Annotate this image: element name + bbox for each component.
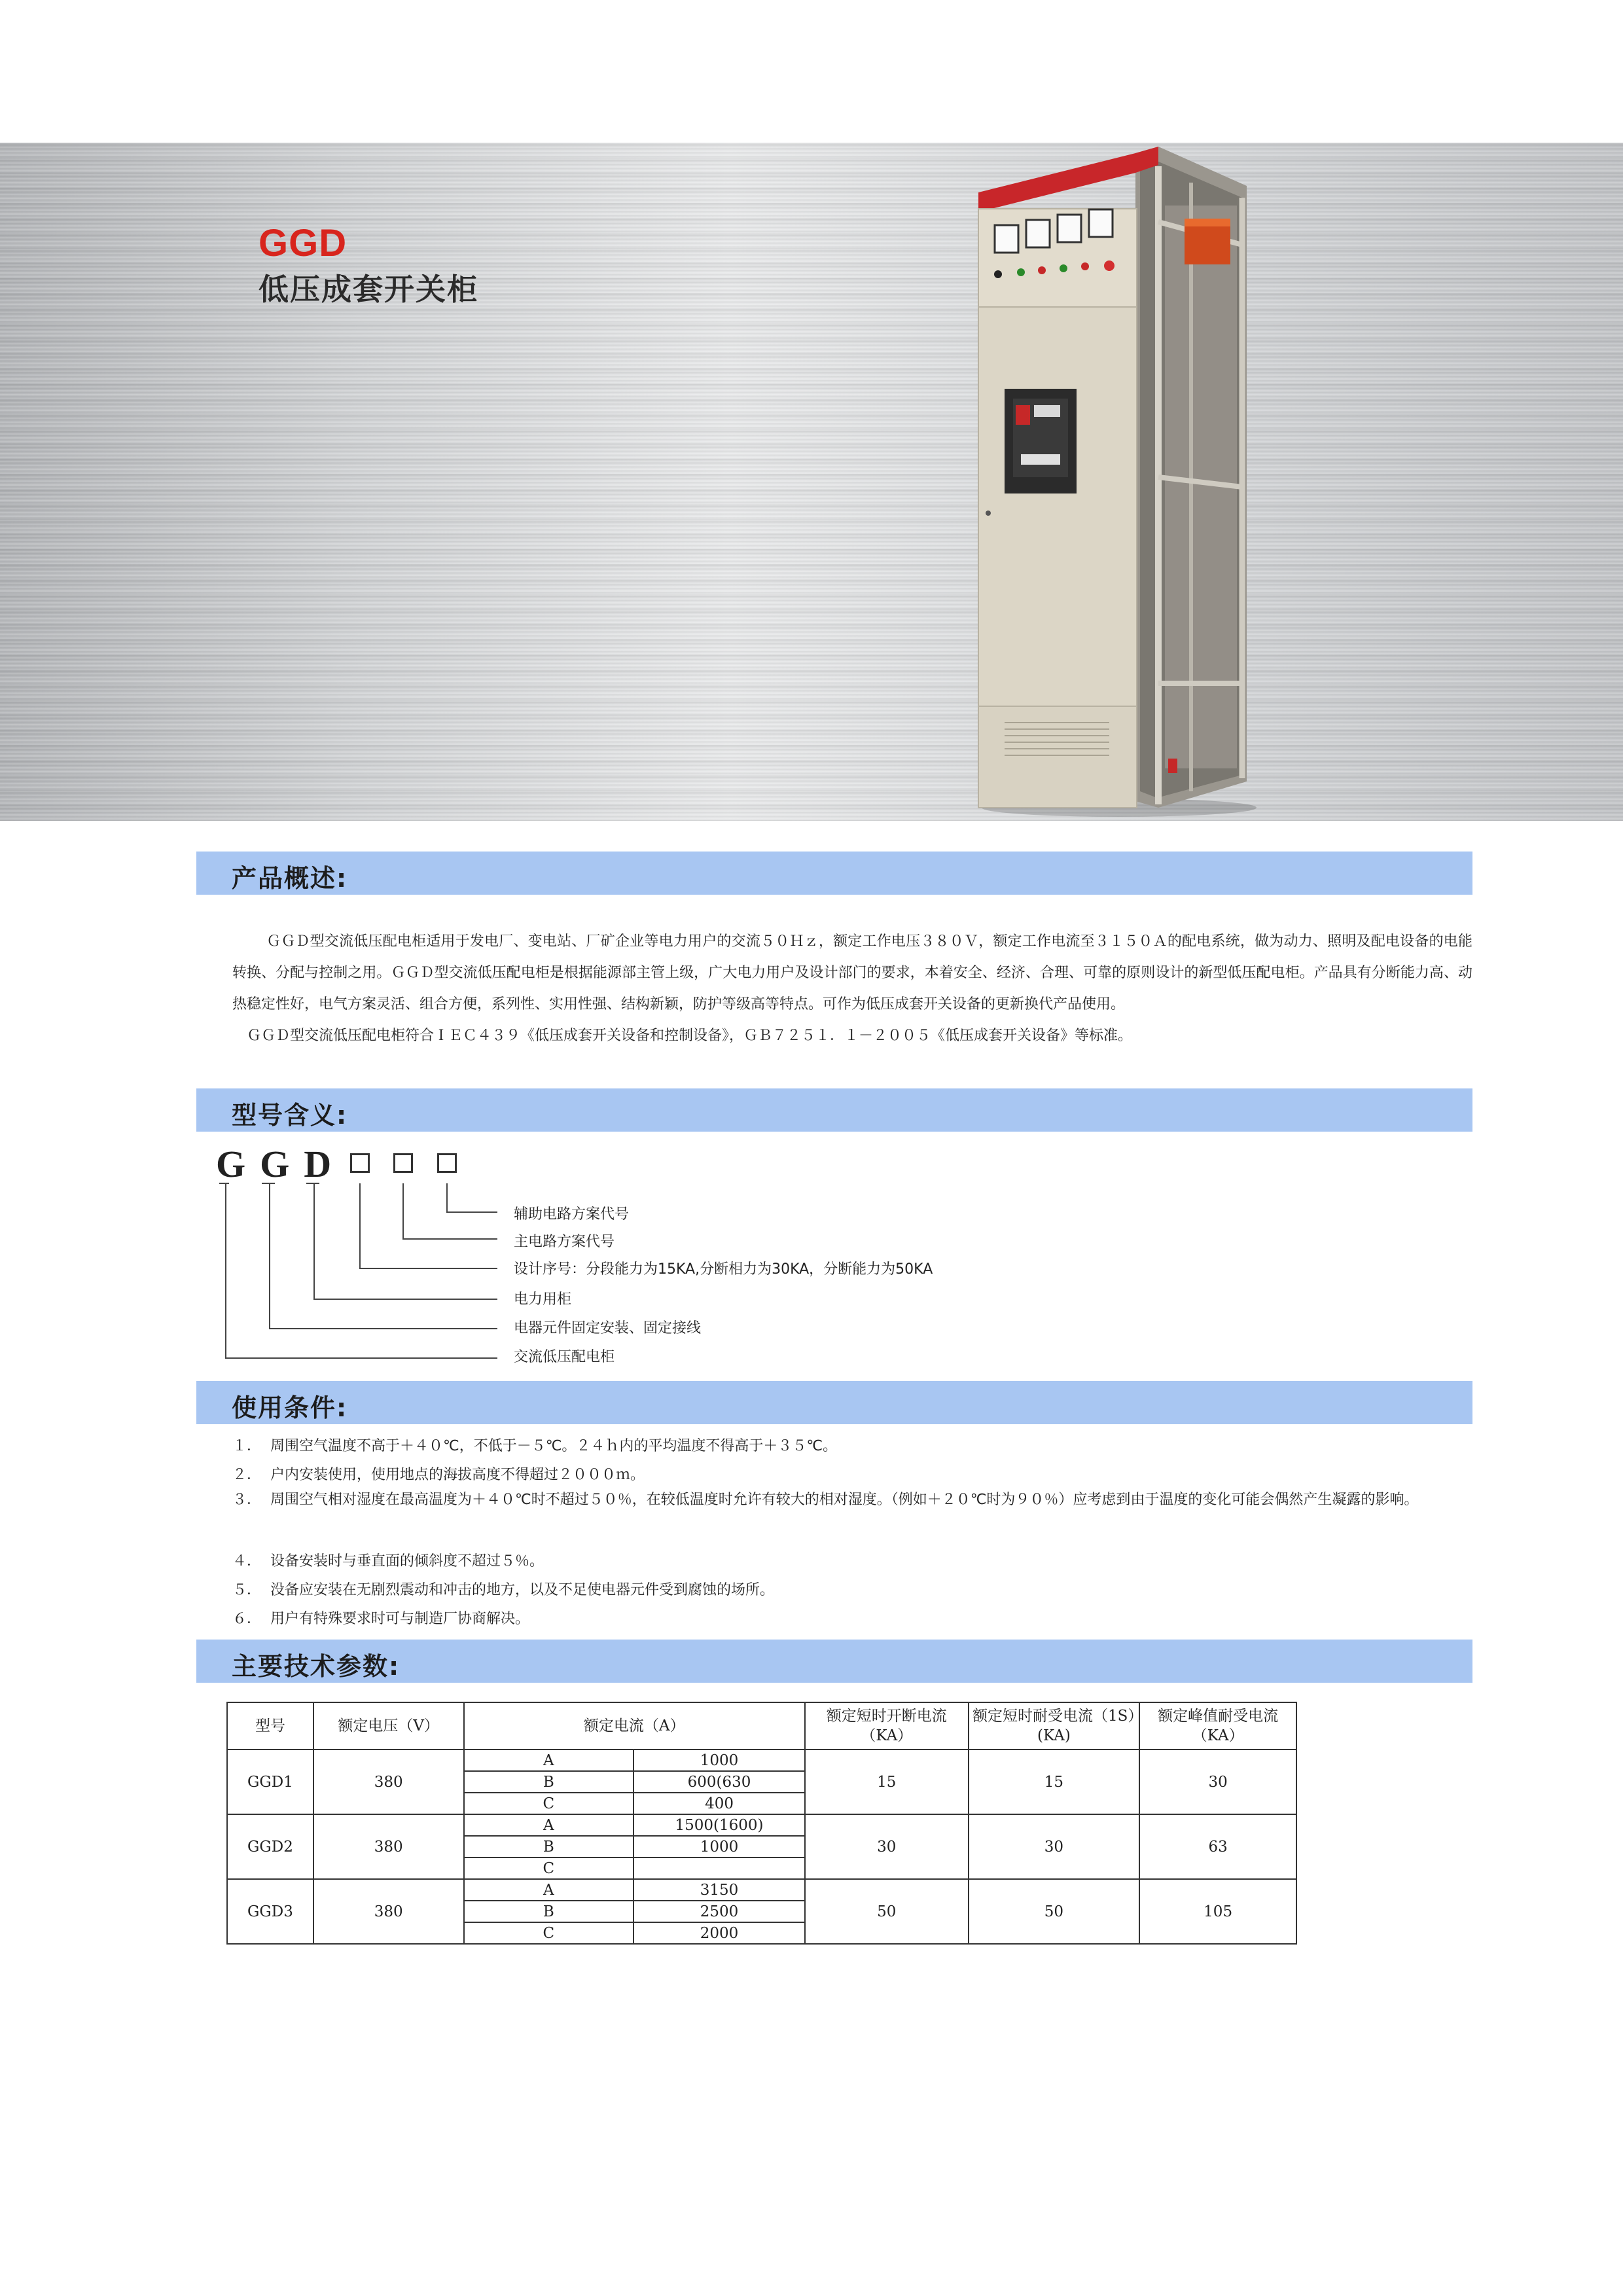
hero-title-cn: 低压成套开关柜 [259,272,478,307]
model-label-main-circuit: 主电路方案代号 [514,1234,615,1250]
header-voltage: 额定电压（V） [313,1702,464,1749]
cell-peak-current: 105 [1139,1879,1296,1944]
table-header-row [227,1702,1296,1749]
condition-item [232,1579,774,1599]
cell-model: GGD1 [227,1749,313,1814]
cell-grade: C [464,1793,634,1814]
table-row [227,1879,1296,1901]
header-current: 额定电流（A） [464,1702,805,1749]
cell-voltage: 380 [313,1814,464,1879]
section-title-model: 型号含义: [232,1101,348,1130]
overview-paragraph-2: ＧＧＤ型交流低压配电柜符合ＩＥＣ４３９《低压成套开关设备和控制设备》，ＧＢ７２５１．１－２００５《低压成套开关设备》等标准。 [247,1028,1133,1044]
header-model: 型号 [227,1702,313,1749]
condition-number: ５． [232,1582,262,1598]
condition-text: 周围空气相对湿度在最高温度为＋４０℃时不超过５０％，在较低温度时允许有较大的相对湿度。（例如＋２０℃时为９０％）应考虑到由于温度的变化可能会偶然产生凝露的影响。 [270,1492,1419,1508]
cell-grade: A [464,1749,634,1771]
cell-voltage: 380 [313,1749,464,1814]
cell-grade: B [464,1836,634,1857]
cell-current: 1500(1600) [633,1814,805,1836]
header-withstand-current: 额定短时耐受电流（1S）(KA) [969,1702,1140,1749]
table-row [227,1749,1296,1771]
condition-number: ６． [232,1611,262,1627]
section-header-params [196,1640,1472,1683]
table-row [227,1814,1296,1836]
cell-grade: C [464,1857,634,1879]
model-code-letters: GGD [216,1143,346,1185]
cell-grade: B [464,1771,634,1793]
cell-current: 2000 [633,1922,805,1944]
condition-text: 没备应安装在无剧烈震动和冲击的地方，以及不足使电器元件受到腐蚀的场所。 [270,1582,775,1598]
condition-item [232,1550,544,1570]
condition-text: 用户有特殊要求时可与制造厂协商解决。 [270,1611,530,1627]
condition-number: １． [232,1438,262,1454]
cell-model: GGD3 [227,1879,313,1944]
section-title-conditions: 使用条件: [232,1393,348,1422]
cell-peak-current: 63 [1139,1814,1296,1879]
condition-number: ３． [232,1492,262,1508]
model-label-aux-circuit: 辅助电路方案代号 [514,1206,630,1223]
cell-withstand-current: 15 [969,1749,1140,1814]
cell-withstand-current: 30 [969,1814,1140,1879]
cell-current: 3150 [633,1879,805,1901]
model-label-power-cabinet: 电力用柜 [514,1291,572,1308]
cell-break-current: 15 [805,1749,969,1814]
hero-title-en: GGD [259,222,348,264]
condition-item [232,1607,529,1628]
cell-break-current: 30 [805,1814,969,1879]
condition-item [232,1463,645,1484]
cell-model: GGD2 [227,1814,313,1879]
cell-voltage: 380 [313,1879,464,1944]
cell-current: 400 [633,1793,805,1814]
model-label-design-number: 设计序号：分段能力为15KA,分断相力为30KA，分断能力为50KA [514,1261,933,1278]
condition-item [232,1486,1469,1515]
header-peak-current: 额定峰值耐受电流（KA） [1139,1702,1296,1749]
condition-item [232,1435,837,1455]
section-header-conditions [196,1381,1472,1424]
cell-current: 1000 [633,1749,805,1771]
condition-text: 周围空气温度不高于＋４０℃，不低于－５℃。２４ｈ内的平均温度不得高于＋３５℃。 [270,1438,838,1454]
condition-text: 户内安装使用，使用地点的海拔高度不得超过２０００ｍ。 [270,1467,645,1483]
cell-current: 600(630 [633,1771,805,1793]
model-label-ac-lv-cabinet: 交流低压配电柜 [514,1349,615,1365]
condition-number: ４． [232,1553,262,1570]
cell-grade: C [464,1922,634,1944]
header-break-current: 额定短时开断电流（KA） [805,1702,969,1749]
cell-withstand-current: 50 [969,1879,1140,1944]
section-title-params: 主要技术参数: [232,1652,401,1681]
cell-peak-current: 30 [1139,1749,1296,1814]
cell-current [633,1857,805,1879]
condition-number: ２． [232,1467,262,1483]
cell-grade: A [464,1879,634,1901]
overview-paragraph-1: ＧＧＤ型交流低压配电柜适用于发电厂、变电站、厂矿企业等电力用户的交流５０Ｈｚ，额定工作电压３８０Ｖ，额定工作电流至３１５０Ａ的配电系统，做为动力、照明及配电设备的电能转换、分配与控制之用。ＧＧＤ型交流低压配电柜是根据能源部主管上级，广大电力用户及设计部门的要求，本着安全、经济、合理、可靠的原则设计的新型低压配电柜。产品具有分断能力高、动热稳定性好，电气方案灵活、组合方便，系列性、实用性强、结构新颖，防护等级高等特点。可作为低压成套开关设备的更新换代产品使用。 [232,933,1472,1013]
condition-text: 设备安装时与垂直面的倾斜度不超过５％。 [270,1553,544,1570]
cell-grade: B [464,1901,634,1922]
technical-params-table [226,1702,1297,1945]
cell-current: 1000 [633,1836,805,1857]
cell-break-current: 50 [805,1879,969,1944]
cell-grade: A [464,1814,634,1836]
section-title-overview: 产品概述: [232,864,348,893]
model-label-fixed-install: 电器元件固定安装、固定接线 [514,1320,702,1336]
cell-current: 2500 [633,1901,805,1922]
